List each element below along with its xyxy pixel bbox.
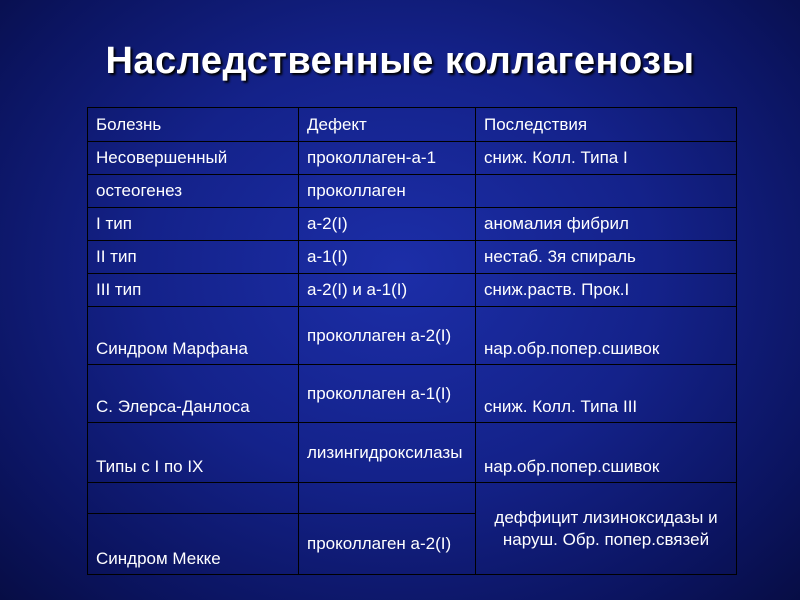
header-consequences: Последствия (476, 108, 737, 142)
header-disease: Болезнь (88, 108, 299, 142)
table-cell (88, 483, 299, 514)
table-cell: Типы с I по IX (88, 423, 299, 483)
table-cell: лизингидроксилазы (299, 423, 476, 483)
table-cell: сниж.раств. Прок.I (476, 274, 737, 307)
table-cell: Синдром Марфана (88, 307, 299, 365)
table-cell: сниж. Колл. Типа III (476, 365, 737, 423)
header-defect: Дефект (299, 108, 476, 142)
table-cell: а-1(I) (299, 241, 476, 274)
table-cell: остеогенез (88, 175, 299, 208)
table-row (88, 423, 737, 483)
table-cell: нар.обр.попер.сшивок (476, 307, 737, 365)
table-cell: нестаб. 3я спираль (476, 241, 737, 274)
table-cell: нар.обр.попер.сшивок (476, 423, 737, 483)
table-cell: а-2(I) и а-1(I) (299, 274, 476, 307)
table-cell: а-2(I) (299, 208, 476, 241)
table-row (88, 241, 737, 274)
collagenosis-table (87, 107, 737, 575)
table-row (88, 142, 737, 175)
table-header-row (88, 108, 737, 142)
table-cell: Синдром Мекке (88, 514, 299, 575)
table-cell: С. Элерса-Данлоса (88, 365, 299, 423)
table-cell: проколлаген а-2(I) (299, 514, 476, 575)
table-row (88, 208, 737, 241)
table-cell: II тип (88, 241, 299, 274)
table-cell: проколлаген а-2(I) (299, 307, 476, 365)
table-row (88, 307, 737, 365)
table-cell: проколлаген-а-1 (299, 142, 476, 175)
table-cell: сниж. Колл. Типа I (476, 142, 737, 175)
table-cell: проколлаген а-1(I) (299, 365, 476, 423)
table-cell: I тип (88, 208, 299, 241)
table-row (88, 175, 737, 208)
table-cell: проколлаген (299, 175, 476, 208)
table-cell: III тип (88, 274, 299, 307)
table-cell: деффицит лизиноксидазы и наруш. Обр. попер.связей (476, 483, 737, 575)
slide-title: Наследственные коллагенозы (105, 40, 695, 82)
table-cell (299, 483, 476, 514)
table-row (88, 483, 737, 514)
table-cell: Несовершенный (88, 142, 299, 175)
table-row (88, 365, 737, 423)
table-row (88, 274, 737, 307)
table-cell (476, 175, 737, 208)
table-cell: аномалия фибрил (476, 208, 737, 241)
